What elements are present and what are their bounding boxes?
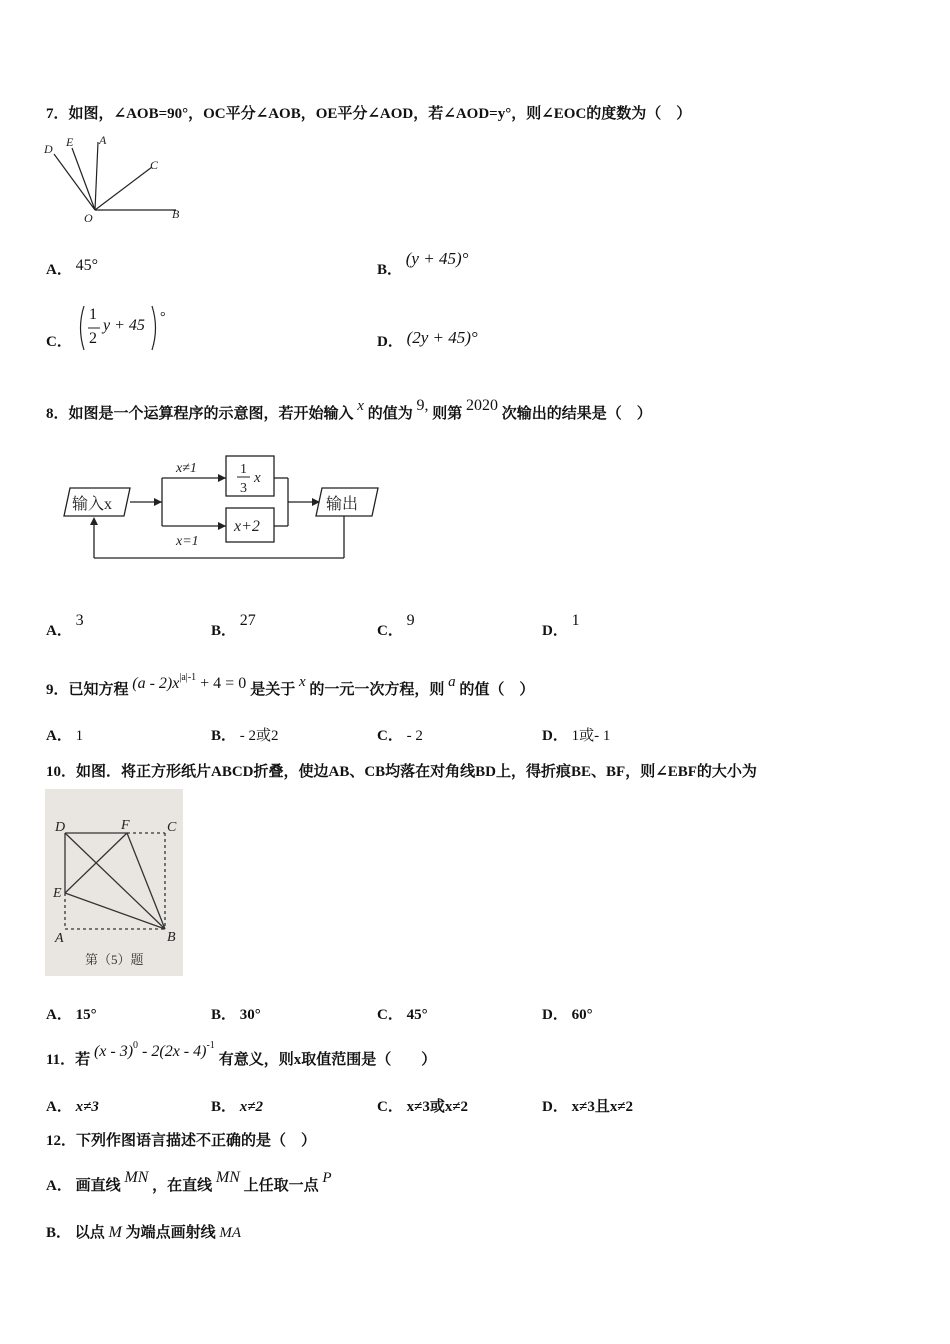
q9-option-c[interactable] (377, 724, 423, 745)
q9-option-a[interactable] (46, 724, 83, 745)
q8-option-b[interactable] (211, 612, 256, 640)
eq-exp: |a|-1 (179, 672, 197, 683)
q11-expression (93, 1040, 219, 1060)
option-text: 上任取一点 (243, 1178, 319, 1194)
q7-option-a[interactable] (46, 258, 98, 279)
label-a: A (55, 931, 64, 946)
flow-frac-num: 1 (240, 462, 247, 477)
option-value: 45° (406, 1007, 428, 1023)
frac-rest: y + 45 (103, 317, 145, 334)
option-value: x≠2 (239, 1099, 263, 1115)
label-f: F (121, 818, 130, 833)
q7-option-d[interactable] (377, 330, 478, 351)
option-label: B． (211, 728, 237, 744)
option-value: 30° (239, 1007, 261, 1023)
label-c: C (167, 820, 177, 835)
option-value: 1或- 1 (571, 728, 611, 744)
q9-text-2: 是关于 (250, 682, 296, 698)
q9-option-d[interactable] (542, 724, 610, 745)
q10-option-b[interactable] (211, 1003, 261, 1024)
q8-text-1: 8．如图是一个运算程序的示意图，若开始输入 (46, 406, 354, 422)
option-value: - 2或2 (239, 728, 279, 744)
q12-option-a[interactable] (46, 1169, 332, 1195)
flow-cond-bottom: x=1 (176, 534, 199, 549)
q8-text-3: 则第 (432, 406, 463, 422)
option-value: x≠3或x≠2 (406, 1099, 469, 1115)
q10-option-a[interactable] (46, 1003, 97, 1024)
q10-option-c[interactable] (377, 1003, 428, 1024)
figure-caption: 第（5）题 (85, 952, 144, 967)
exp-minus-one: -1 (206, 1040, 215, 1051)
arrow-icon (218, 522, 226, 530)
q8-option-d[interactable] (542, 612, 580, 640)
option-label: C． (377, 728, 403, 744)
q9-text-3: 的一元一次方程，则 (309, 682, 445, 698)
option-label: A． (46, 1178, 72, 1194)
q7-option-c-formula (76, 302, 176, 354)
flow-frac-den: 3 (240, 481, 247, 496)
option-text: ，在直线 (152, 1178, 213, 1194)
q11-option-c[interactable] (377, 1095, 468, 1116)
option-label: B． (211, 1007, 237, 1023)
q7-option-c[interactable] (46, 330, 72, 351)
expr-a: (x - 3) (93, 1043, 134, 1060)
option-label: B． (211, 1099, 237, 1115)
option-label: D． (542, 1007, 568, 1023)
option-value: 1 (75, 728, 84, 744)
q8-val-2020: 2020 (465, 397, 498, 414)
option-value: - 2 (406, 728, 423, 744)
ray-oc (95, 167, 152, 210)
option-label: C． (46, 334, 72, 350)
option-label: A． (46, 262, 72, 278)
ray-oa (95, 142, 98, 210)
q8-flowchart (56, 448, 386, 566)
q9-equation (132, 672, 250, 692)
option-label: B． (377, 262, 403, 278)
q7-option-b[interactable] (377, 249, 469, 279)
label-b: B (172, 207, 180, 221)
q11-option-a[interactable] (46, 1095, 99, 1116)
option-text: 画直线 (75, 1178, 121, 1194)
label-a: A (99, 133, 107, 147)
option-label: D． (542, 623, 568, 639)
q12-stem: 12．下列作图语言描述不正确的是（ ） (46, 1133, 317, 1149)
q10-option-d[interactable] (542, 1003, 593, 1024)
option-value: 45° (75, 257, 98, 274)
q12-option-b[interactable] (46, 1221, 241, 1242)
exp-zero: 0 (133, 1040, 139, 1051)
q9-var-a: a (448, 674, 456, 690)
option-value: 3 (75, 612, 84, 629)
q11-option-b[interactable] (211, 1095, 263, 1116)
option-label: C． (377, 1007, 403, 1023)
option-value: (2y + 45)° (406, 328, 478, 347)
flow-input-label: 输入x (72, 496, 113, 513)
q8-option-c[interactable] (377, 612, 415, 640)
q10-stem: 10．如图．将正方形纸片ABCD折叠，使边AB、CB均落在对角线BD上，得折痕BE、BF，则∠EBF的大小为 (46, 764, 757, 780)
q9-var-x: x (298, 674, 306, 690)
q11-text-2: 有意义，则x取值范围是（ ） (218, 1052, 437, 1068)
option-label: C． (377, 1099, 403, 1115)
arrow-icon (218, 474, 226, 482)
option-label: A． (46, 728, 72, 744)
math-mn: MN (215, 1169, 240, 1186)
q9-text-1: 9．已知方程 (46, 682, 129, 698)
q8-var-x: x (357, 398, 364, 414)
option-label: A． (46, 1007, 72, 1023)
q9-stem (46, 672, 535, 699)
option-value: 27 (239, 612, 256, 629)
q9-text-4: 的值（ ） (459, 682, 535, 698)
option-value: x≠3且x≠2 (571, 1099, 634, 1115)
option-value: 1 (571, 612, 580, 629)
math-ma: MA (219, 1225, 242, 1241)
frac-den: 2 (89, 330, 97, 347)
q9-option-b[interactable] (211, 724, 279, 745)
eq-base: (a - 2)x (132, 675, 180, 692)
option-value: 9 (406, 612, 415, 629)
option-value: 15° (75, 1007, 97, 1023)
math-m: M (108, 1224, 122, 1241)
q8-text-2: 的值为 (367, 406, 413, 422)
arrow-icon (154, 498, 162, 506)
option-text: 为端点画射线 (125, 1225, 216, 1241)
degree-sign: ° (160, 310, 166, 325)
label-b: B (167, 930, 176, 945)
q8-val-9: 9, (416, 397, 429, 414)
math-mn: MN (124, 1169, 149, 1186)
option-value: x≠3 (75, 1099, 99, 1115)
q10-square-figure (45, 789, 183, 976)
q8-text-4: 次输出的结果是（ ） (501, 406, 652, 422)
frac-num: 1 (89, 306, 97, 323)
flow-output-label: 输出 (326, 496, 359, 513)
label-d: D (44, 142, 53, 156)
q11-option-d[interactable] (542, 1095, 633, 1116)
q7-angle-figure (40, 132, 190, 228)
option-label: A． (46, 1099, 72, 1115)
flow-frac-var: x (254, 470, 261, 486)
label-d: D (55, 820, 66, 835)
math-p: P (322, 1170, 332, 1186)
arrow-icon (90, 517, 98, 525)
ray-oe (72, 148, 95, 210)
ray-od (54, 154, 95, 210)
flow-cond-top: x≠1 (176, 461, 197, 476)
option-label: D． (542, 1099, 568, 1115)
eq-rest: + 4 = 0 (200, 675, 247, 692)
option-label: D． (377, 334, 403, 350)
label-o: O (84, 211, 93, 225)
option-label: C． (377, 623, 403, 639)
option-label: B． (46, 1225, 72, 1241)
option-label: B． (211, 623, 237, 639)
q11-stem (46, 1040, 437, 1069)
q8-stem (46, 397, 652, 423)
label-c: C (150, 158, 159, 172)
label-e: E (53, 886, 62, 901)
option-value: 60° (571, 1007, 593, 1023)
option-label: D． (542, 728, 568, 744)
option-label: A． (46, 623, 72, 639)
option-value: (y + 45)° (405, 249, 469, 268)
q8-option-a[interactable] (46, 612, 84, 640)
box-top (226, 456, 274, 496)
folded-square-diagram (45, 789, 183, 976)
option-text: 以点 (74, 1225, 105, 1241)
q7-stem: 7．如图，∠AOB=90°，OC平分∠AOB，OE平分∠AOD，若∠AOD=y°，则∠EOC的度数为（ ） (46, 106, 692, 122)
flow-box-bottom: x+2 (234, 518, 260, 535)
expr-b: - 2(2x - 4) (138, 1043, 207, 1060)
label-e: E (66, 135, 74, 149)
q11-text-1: 11．若 (46, 1052, 91, 1068)
